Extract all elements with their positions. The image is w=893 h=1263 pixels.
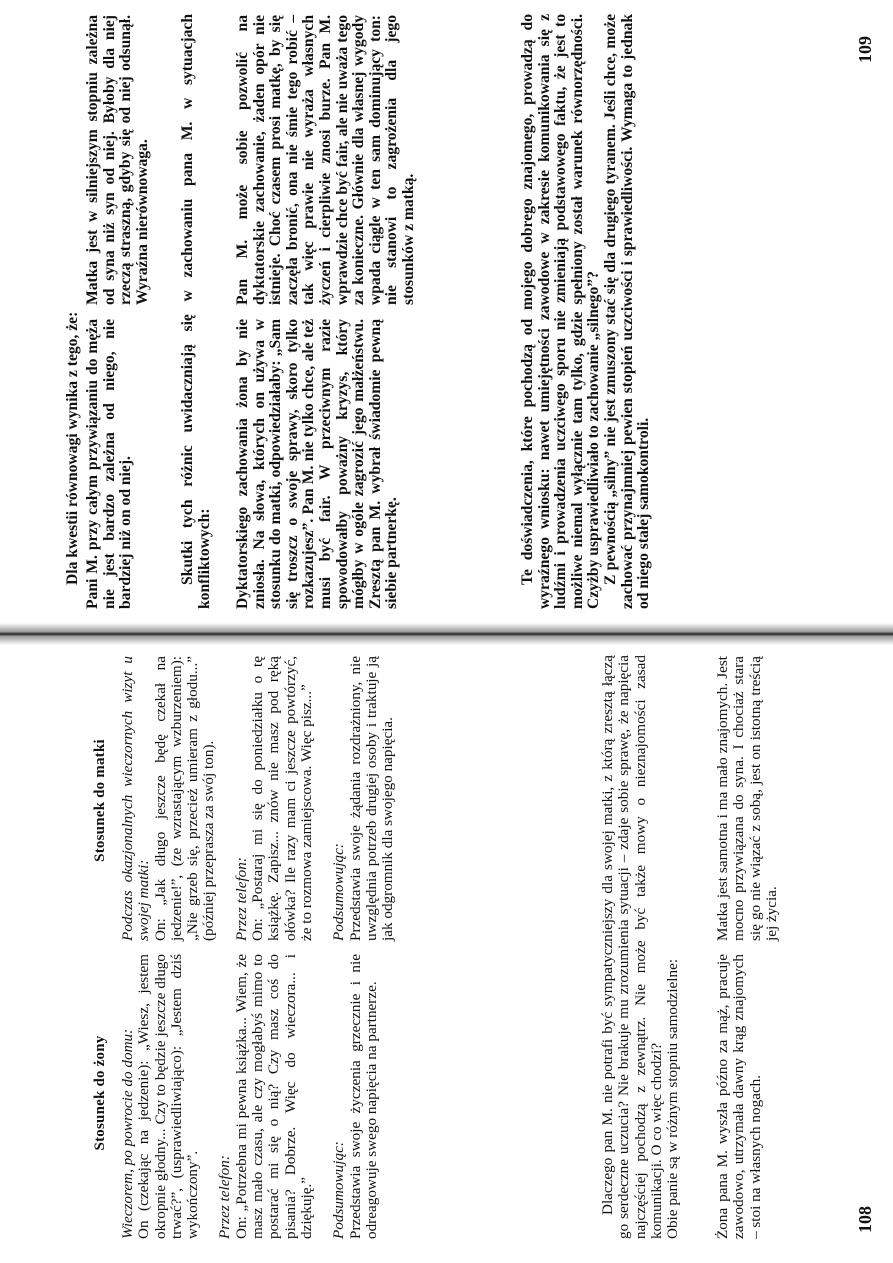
independence-intro: Obie panie są w różnym stopniu samodzielne: xyxy=(664,958,682,1239)
intro-text: Dla kwestii równowagi wynika z tego, że: xyxy=(64,311,81,585)
heading-wife: Stosunek do żony xyxy=(92,1035,108,1151)
dialog-wife: On (czekając na jedzenie): „Wiesz, jestem okropnie głodny... Czy to będzie jeszcze długo trwać?”, (usprawiedliwiająco): „Jestem dziś wykończony”. xyxy=(135,954,202,1239)
effects-text: Skutki tych różnic uwidaczniają się w zachowaniu pana M. w sytuacjach konfliktowych: xyxy=(179,14,213,609)
phone-text-wife: On: „Potrzebna mi pewna książka... Wiem, że masz mało czasu, ale czy mogłabyś mimo to postarać mi się o nią? Czy masz coś do pisania? Dobrze. Więc do wieczora... i dziękuję.” xyxy=(232,954,315,1239)
conclusion-text-2: Z pewnością „silny” nie jest zmuszony stać się dla drugiego tyranem. Jeśli chce, może zachować przynajmniej pewien stopień uczciwości i sprawiedliwości. Wymaga to jednak od niego stałej samokontroli. xyxy=(601,14,653,609)
mother-dependence: Matka jest samotna i ma mało znajomych. Jest mocno przywiązana do syna. I chociaż stara się go nie wiązać z sobą, jest on istotną treścią jej życia. xyxy=(714,656,780,941)
situation-mother: Podczas okazjonalnych wieczornych wizyt u swojej matki: xyxy=(119,656,153,941)
page-108 xyxy=(0,643,893,1263)
wife-balance: Pani M. przy całym przywiązaniu do męża nie jest bardzo zależna od niego, nie bardziej niż on od niej. xyxy=(84,319,135,609)
summary-label-mother: Podsumowując: xyxy=(330,843,348,941)
book-gutter xyxy=(0,623,893,645)
column-mother xyxy=(120,656,396,941)
summary-text-mother: Przedstawia swoje żądania rozdrażniony, nie uwzględnia potrzeb drugiej osoby i traktuje ją jak odgromnik dla swojego napięcia. xyxy=(346,656,397,941)
paragraph-why xyxy=(600,655,681,1239)
situation-wife: Wieczorem, po powrocie do domu: xyxy=(119,1028,136,1239)
wife-independence: Żona pana M. wyszła późno za mąż, pracuje zawodowo, utrzymała dawny krąg znajomych – stoi na własnych nogach. xyxy=(714,954,764,1239)
phone-label-wife: Przez telefon: xyxy=(216,1155,234,1239)
mother-balance: Matka jest w silniejszym stopniu zależna od syna niż syn od niej. Byłoby dla niej rzeczą straszną, gdyby się od niej odsunął. Wyraźna nierównowaga. xyxy=(84,15,151,305)
page-number-108: 108 xyxy=(855,1206,875,1233)
page-number-109: 109 xyxy=(855,36,875,63)
effects-paragraph xyxy=(180,14,213,609)
column-wife xyxy=(120,954,380,1239)
summary-label-wife: Podsumowując: xyxy=(330,1141,348,1239)
paragraph-why-text: Dlaczego pan M. nie potrafi być sympatyczniejszy dla swojej matki, z którą zresztą łączą go serdeczne uczucia? Nie brakuje mu zrozumienia sytuacji – zdaje sobie sprawę, że napięcia najczęściej pochodzą z zewnątrz. Nie może być także mowy o nieznajomości zasad komunikacji. O co więc chodzi? xyxy=(599,655,665,1239)
conclusion xyxy=(520,14,653,609)
wife-conflict: Dyktatorskiego zachowania żona by nie zniosła. Na słowa, których on używa w stosunku do matki, odpowiedziałaby: „Sam się troszcz o swoje sprawy, skoro tylko rozkazujesz”. Pan M. nie tylko chce, ale też musi być fair. W przeciwnym razie spowodowałby poważny kryzys, który mógłby w ogóle zagrozić jego małżeństwu. Zresztą pan M. wybrał świadomie pewną siebie partnerkę. xyxy=(234,319,401,609)
phone-text-mother: On: „Postaraj mi się do poniedziałku o tę książkę. Zapisz... znów nie masz pod ręką ołówka? Ile razy mam ci jeszcze powtórzyć, że to rozmowa zamiejscowa. Więc pisz...” xyxy=(249,656,315,941)
dialog-mother: On: „Jak długo jeszcze będę czekał na jedzenie!”, (ze wzrastającym wzburzeniem): „Nie grzeb się, przecież umieram z głodu...” (później przeprasza za swój ton). xyxy=(151,656,218,941)
page-109 xyxy=(0,0,893,623)
conclusion-text-1: Te doświadczenia, które pochodzą od mojego dobrego znajomego, prowadzą do wyraźnego wniosku: nawet umiejętności zawodowe w zakresie komunikowania się z ludźmi i prowadzenia uczciwego sporu nie zmieniają podstawowego faktu, że jest to możliwe niemal wyłącznie tam tylko, gdzie spełniony został warunek równorzędności. Czyżby usprawiedliwiało to zachowanie „silnego”? xyxy=(519,14,603,609)
summary-text-wife: Przedstawia swoje życzenia grzecznie i nie odreagowuje swego napięcia na partnerze. xyxy=(346,954,380,1239)
phone-label-mother: Przez telefon: xyxy=(232,857,250,941)
intro-line xyxy=(65,14,82,609)
mother-conflict: Pan M. może sobie pozwolić na dyktatorskie zachowanie, żaden opór nie istnieje. Choć czasem prosi matkę, by się zaczęła bronić, ona nie śmie tego robić – tak więc prawie nie wyraża własnych życzeń i cierpliwie znosi burze. Pan M. wprawdzie chce być fair, ale nie uważa tego za konieczne. Głównie dla własnej wygody wpada ciągle w ten sam dominujący ton: nie stanowi to zagrożenia dla jego stosunków z matką. xyxy=(234,15,417,305)
heading-mother: Stosunek do matki xyxy=(92,739,108,862)
